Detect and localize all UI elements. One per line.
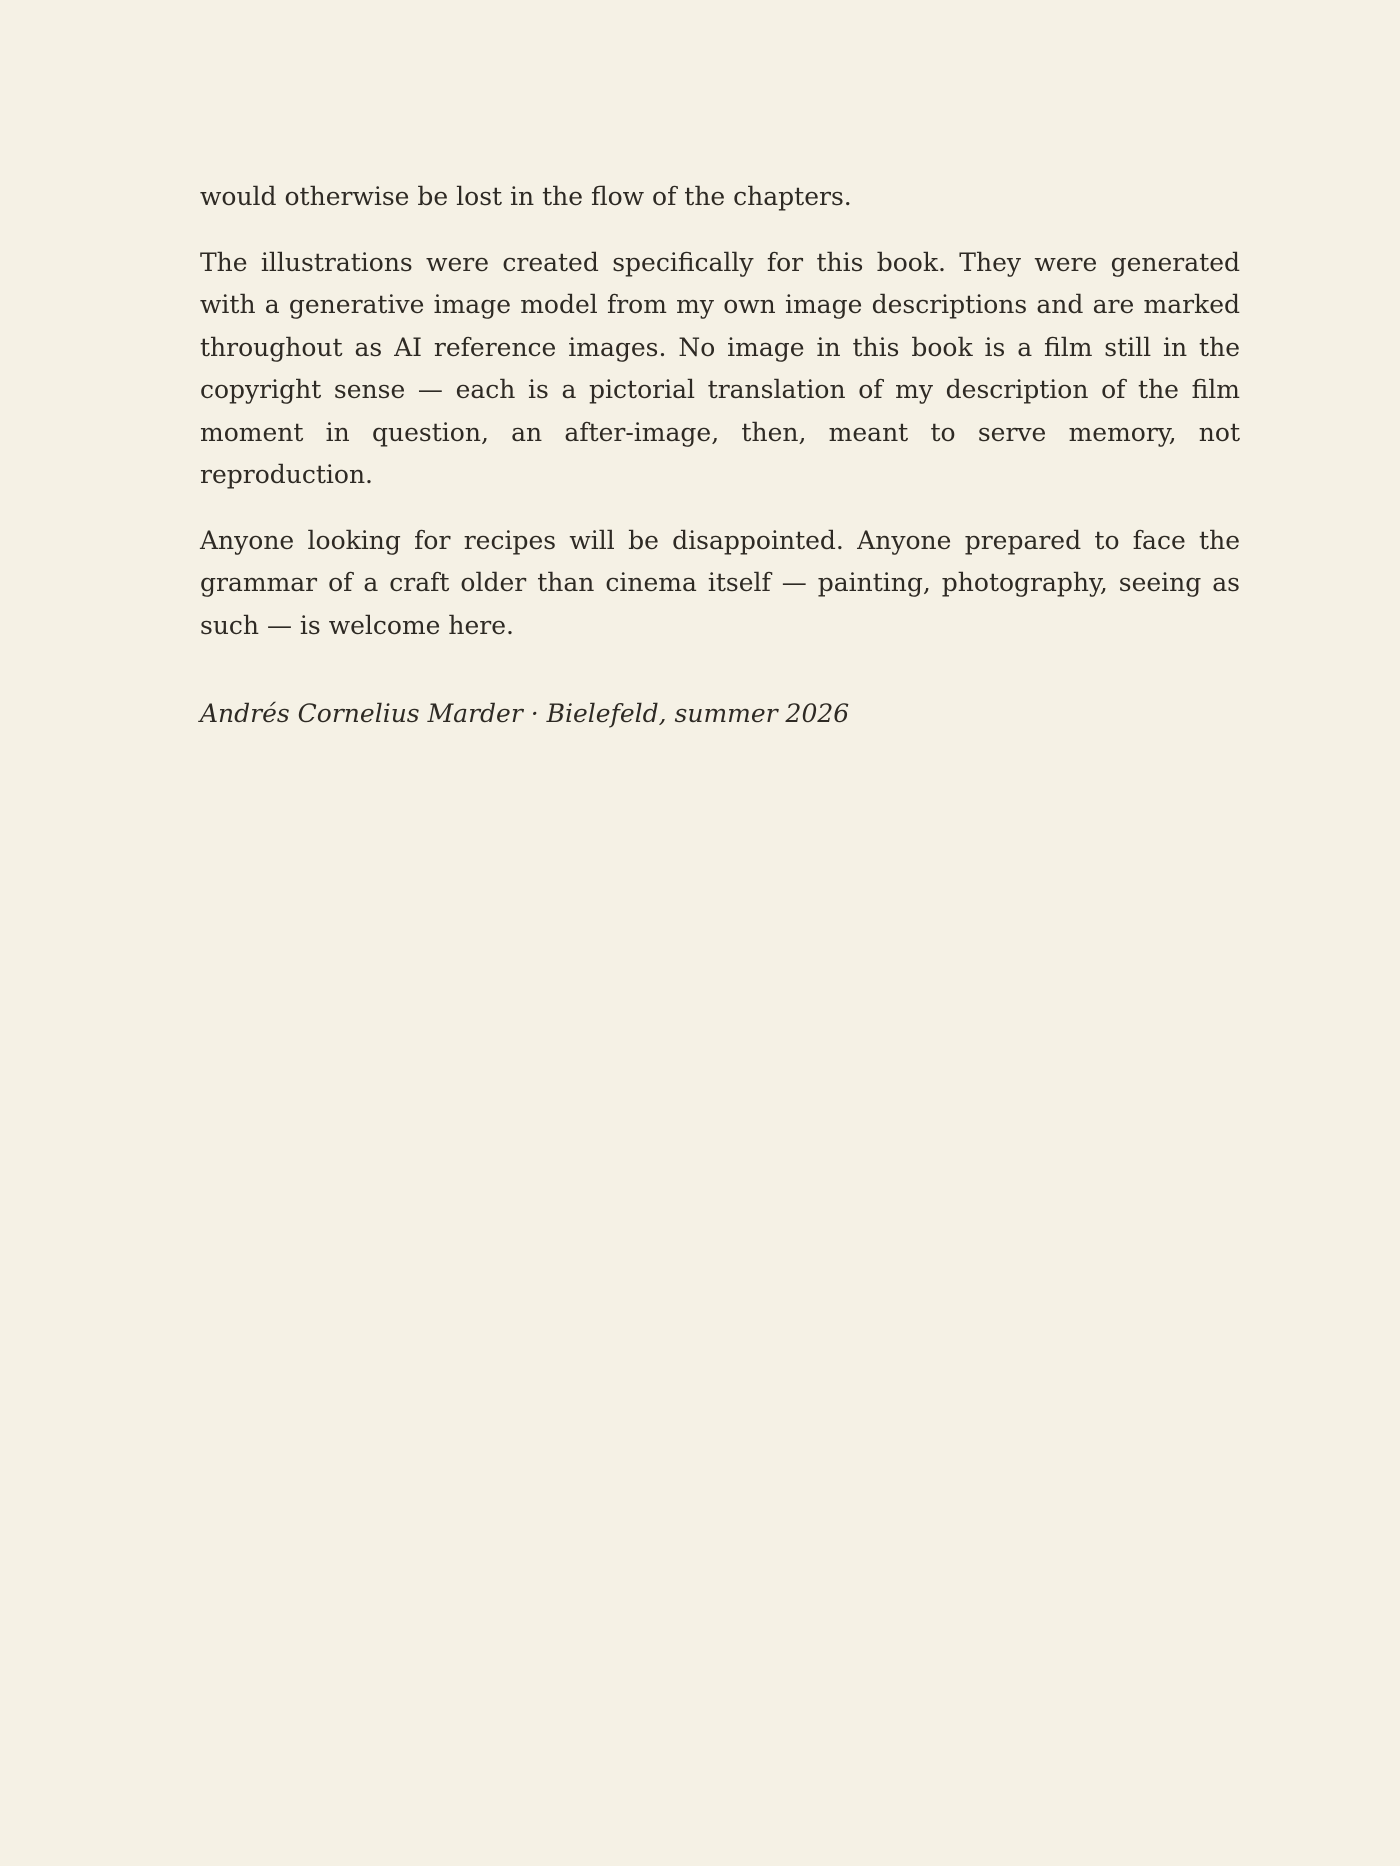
- paragraph-illustrations: The illustrations were created specifically for this book. They were generated with a generative image model from my own image descriptions and are marked throughout as AI reference images. No image in this book is a film still in the copyright sense — each is a pictorial translation of my description of the film moment in question, an after-image, then, meant to serve memory, not reproduction.: [200, 247, 1240, 489]
- document-page: [200, 176, 1240, 759]
- paragraph-continuation: would otherwise be lost in the flow of the chapters.: [200, 182, 852, 211]
- paragraph-closing: Anyone looking for recipes will be disappointed. Anyone prepared to face the grammar of a craft older than cinema itself — painting, photography, seeing as such — is welcome here.: [200, 525, 1240, 640]
- author-signature-line: Andrés Cornelius Marder · Bielefeld, summer 2026: [200, 699, 850, 728]
